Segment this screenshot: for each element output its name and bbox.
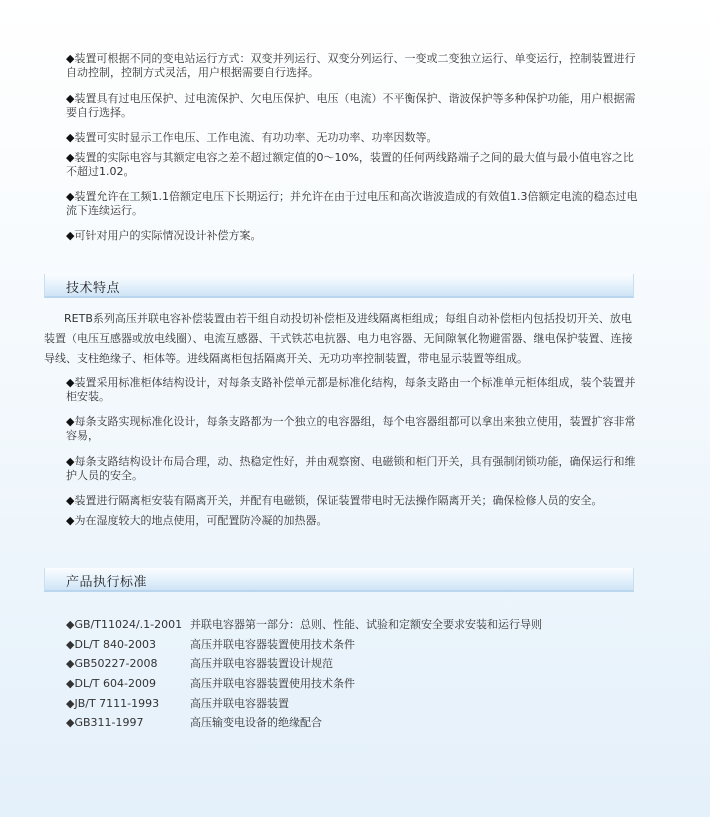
standard-row xyxy=(66,676,355,692)
diamond-bullet-icon: ◆ xyxy=(66,638,75,651)
feature-item: ◆装置可根据不同的变电站运行方式：双变并列运行、双变分列运行、一变或二变独立运行、单变运行，控制装置进行自动控制，控制方式灵活，用户根据需要自行选择。 xyxy=(66,52,636,79)
tech-item: ◆装置进行隔离柜安装有隔离开关，并配有电磁锁，保证装置带电时无法操作隔离开关；确保检修人员的安全。 xyxy=(66,494,603,507)
diamond-bullet-icon: ◆ xyxy=(66,697,75,710)
diamond-bullet-icon: ◆ xyxy=(66,677,75,690)
feature-item: ◆可针对用户的实际情况设计补偿方案。 xyxy=(66,229,262,242)
standard-code: ◆GB311-1997 xyxy=(66,716,144,729)
standard-name: 并联电容器第一部分：总则、性能、试验和定额安全要求安装和运行导则 xyxy=(190,618,542,631)
diamond-bullet-icon: ◆ xyxy=(66,131,75,144)
feature-item: ◆装置可实时显示工作电压、工作电流、有功功率、无功功率、功率因数等。 xyxy=(66,131,438,144)
section-header-standards xyxy=(44,568,634,592)
diamond-bullet-icon: ◆ xyxy=(66,229,75,242)
section-title: 产品执行标准 xyxy=(66,575,148,590)
tech-item: ◆每条支路结构设计布局合理，动、热稳定性好，并由观察窗、电磁锁和柜门开关，具有强制闭锁功能，确保运行和维护人员的安全。 xyxy=(66,455,636,482)
standard-name: 高压输变电设备的绝缘配合 xyxy=(190,716,322,729)
diamond-bullet-icon: ◆ xyxy=(66,190,75,203)
standard-code: ◆GB50227-2008 xyxy=(66,657,158,670)
standard-row xyxy=(66,656,333,672)
diamond-bullet-icon: ◆ xyxy=(66,92,75,105)
diamond-bullet-icon: ◆ xyxy=(66,657,75,670)
feature-item: ◆装置允许在工频1.1倍额定电压下长期运行；并允许在由于过电压和高次谐波造成的有效值1.3倍额定电流的稳态过电流下连续运行。 xyxy=(66,190,638,217)
feature-item: ◆装置的实际电容与其额定电容之差不超过额定值的0～10%，装置的任何两线路端子之间的最大值与最小值电容之比不超过1.02。 xyxy=(66,151,634,178)
section-title: 技术特点 xyxy=(66,281,121,296)
diamond-bullet-icon: ◆ xyxy=(66,716,75,729)
tech-intro-paragraph: RETB系列高压并联电容补偿装置由若干组自动投切补偿柜及进线隔离柜组成；每组自动补偿柜内包括投切开关、放电装置（电压互感器或放电线圈）、电流互感器、干式铁芯电抗器、电力电容器、无间隙氧化物避雷器、继电保护装置、连接导线、支柱绝缘子、柜体等。进线隔离柜包括隔离开关、无功功率控制装置，带电显示装置等组成。 xyxy=(44,312,633,365)
diamond-bullet-icon: ◆ xyxy=(66,151,75,164)
standard-row xyxy=(66,617,542,633)
standard-code: ◆JB/T 7111-1993 xyxy=(66,697,160,710)
standard-name: 高压并联电容器装置 xyxy=(190,697,289,710)
standard-row xyxy=(66,696,289,712)
diamond-bullet-icon: ◆ xyxy=(66,455,75,468)
tech-item: ◆每条支路实现标准化设计，每条支路都为一个独立的电容器组，每个电容器组都可以拿出来独立使用，装置扩容非常容易， xyxy=(66,415,636,442)
tech-item: ◆为在湿度较大的地点使用，可配置防冷凝的加热器。 xyxy=(66,514,328,527)
standard-code: ◆DL/T 604-2009 xyxy=(66,677,156,690)
diamond-bullet-icon: ◆ xyxy=(66,52,75,65)
standard-name: 高压并联电容器装置设计规范 xyxy=(190,657,333,670)
diamond-bullet-icon: ◆ xyxy=(66,415,75,428)
diamond-bullet-icon: ◆ xyxy=(66,618,75,631)
standard-code: ◆GB/T11024/.1-2001 xyxy=(66,618,183,631)
feature-item: ◆装置具有过电压保护、过电流保护、欠电压保护、电压（电流）不平衡保护、谐波保护等多种保护功能，用户根据需要自行选择。 xyxy=(66,92,636,119)
standard-name: 高压并联电容器装置使用技术条件 xyxy=(190,638,355,651)
diamond-bullet-icon: ◆ xyxy=(66,514,75,527)
diamond-bullet-icon: ◆ xyxy=(66,376,75,389)
diamond-bullet-icon: ◆ xyxy=(66,494,75,507)
standard-row xyxy=(66,715,322,731)
standard-code: ◆DL/T 840-2003 xyxy=(66,638,156,651)
tech-item: ◆装置采用标准柜体结构设计，对每条支路补偿单元都是标准化结构，每条支路由一个标准单元柜体组成，装个装置并柜安装。 xyxy=(66,376,636,403)
standard-name: 高压并联电容器装置使用技术条件 xyxy=(190,677,355,690)
section-header-tech xyxy=(44,274,634,298)
standard-row xyxy=(66,637,355,653)
